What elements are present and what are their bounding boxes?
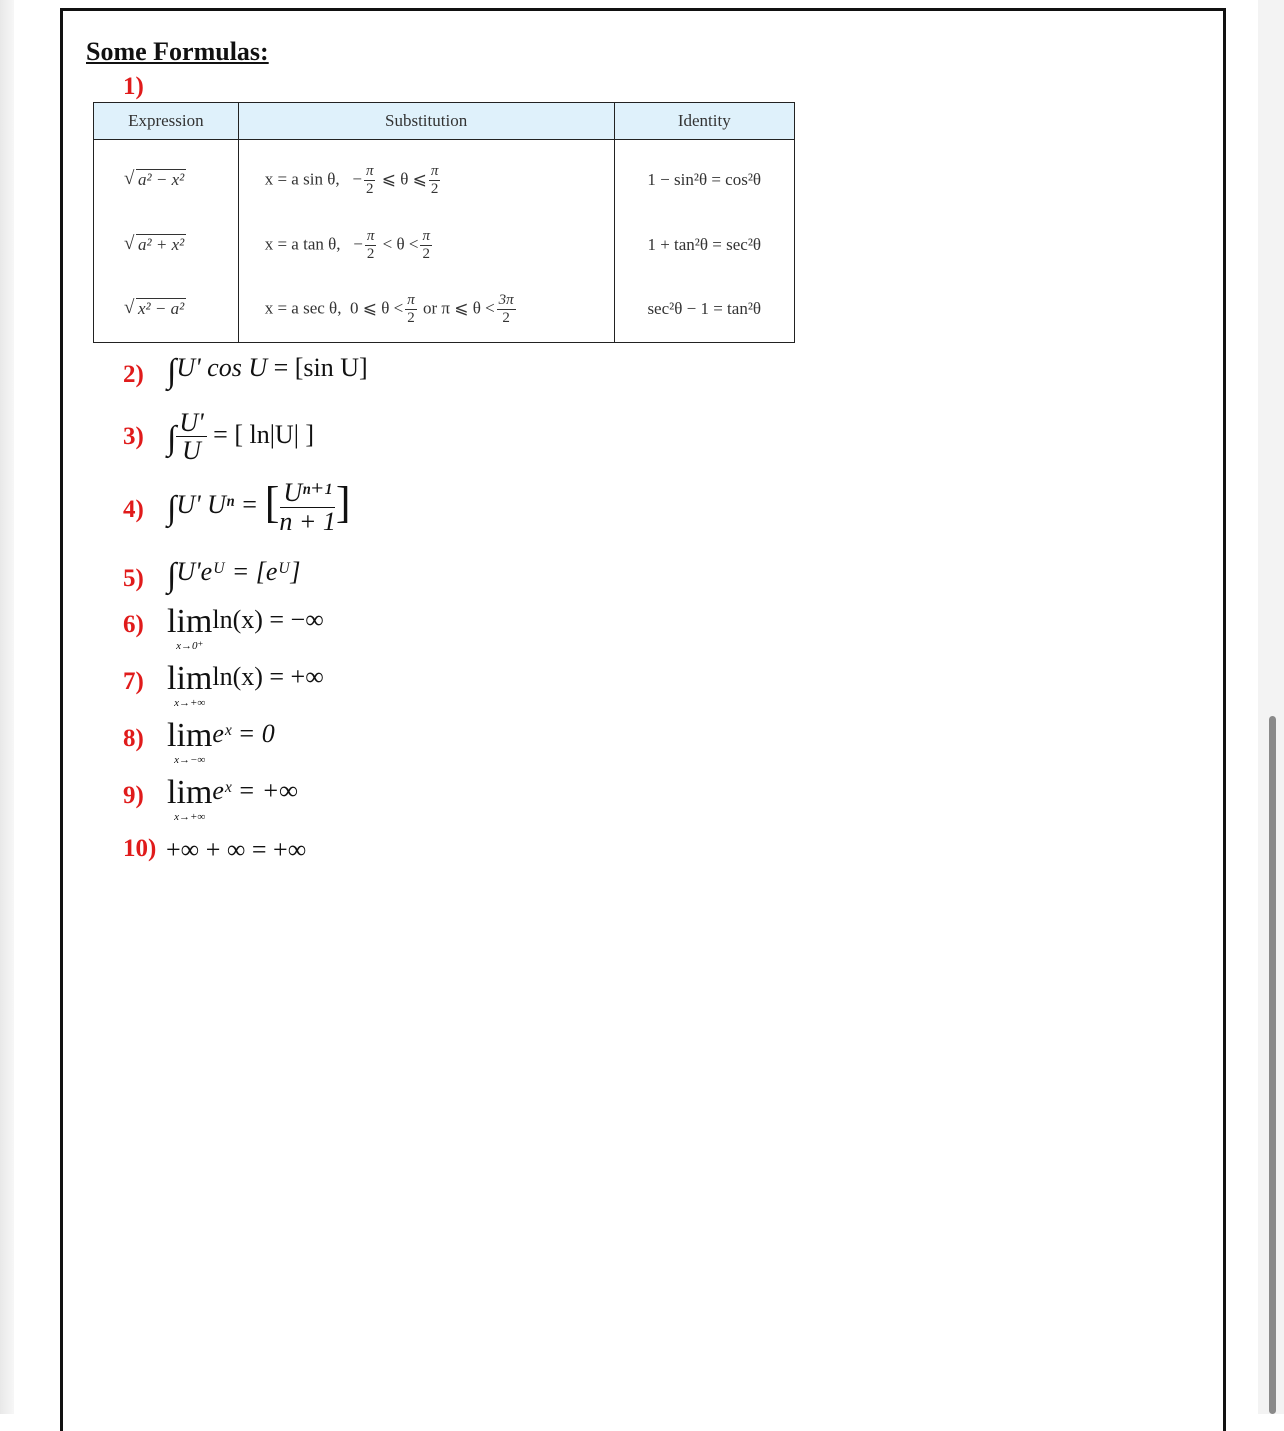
formula-label: 9) <box>123 782 144 809</box>
integral-sign: ∫ <box>167 353 177 390</box>
formula-label: 8) <box>123 725 144 752</box>
left-margin <box>0 0 14 1414</box>
substitution-text: x = a sin θ, <box>264 168 340 188</box>
expression-cell <box>94 140 239 215</box>
expression-cell <box>94 276 239 343</box>
substitution-cell <box>238 276 614 343</box>
frac-num: π <box>365 162 374 179</box>
formula-label: 6) <box>123 611 144 638</box>
formula-rhs: = [sin U] <box>273 353 368 382</box>
frac-num: π <box>430 162 439 179</box>
expression-cell <box>94 214 239 276</box>
lim-word: lim <box>167 774 213 811</box>
radicand: x² − a² <box>138 299 185 318</box>
integral-sign: ∫ <box>167 490 177 527</box>
radicand: a² − x² <box>138 170 185 189</box>
lim-word: lim <box>167 660 213 697</box>
lim-subscript: x→+∞ <box>174 697 206 709</box>
frac-den: 2 <box>422 245 430 262</box>
radicand: a² + x² <box>138 235 185 254</box>
formula-label: 2) <box>123 361 144 388</box>
formula-rhs: = [eᵁ] <box>231 557 301 586</box>
formula-expr: eˣ = +∞ <box>212 776 298 805</box>
formula-5 <box>167 557 300 595</box>
formula-expr: +∞ + ∞ = +∞ <box>166 835 307 864</box>
range-mid: < θ < <box>382 233 419 253</box>
formula-label: 4) <box>123 496 144 523</box>
lim-subscript: x→−∞ <box>174 754 206 766</box>
scrollbar-thumb[interactable] <box>1269 716 1276 1414</box>
formula-expr: ln(x) = +∞ <box>212 662 324 691</box>
header-expression: Expression <box>94 103 239 140</box>
formula-expr: ln(x) = −∞ <box>212 605 324 634</box>
bracket: [ <box>264 478 280 527</box>
substitution-cell <box>238 214 614 276</box>
formula-lhs: U'eᵁ <box>176 557 226 586</box>
frac-num: π <box>366 227 375 244</box>
formula-9 <box>167 776 298 823</box>
identity-cell: 1 − sin²θ = cos²θ <box>614 140 794 215</box>
formula-10 <box>166 835 306 865</box>
formula-3 <box>167 409 314 465</box>
frac-num: Uⁿ⁺¹ <box>280 479 334 507</box>
frac-den: 2 <box>366 245 375 262</box>
lim-subscript: x→+∞ <box>174 811 206 823</box>
table-header-row <box>94 103 795 140</box>
table-row <box>94 214 795 276</box>
range-prefix: 0 ⩽ θ < <box>349 297 404 317</box>
formula-4 <box>167 477 351 535</box>
range-prefix: − <box>353 233 363 253</box>
substitution-text: x = a sec θ, <box>264 297 342 317</box>
formula-lhs: U' cos U <box>176 353 268 382</box>
substitution-text: x = a tan θ, <box>264 233 341 253</box>
formula-label: 5) <box>123 565 144 592</box>
scrollbar-track[interactable] <box>1258 0 1284 1414</box>
identity-cell: 1 + tan²θ = sec²θ <box>614 214 794 276</box>
range-mid: ⩽ θ ⩽ <box>381 168 427 188</box>
formula-8 <box>167 719 275 766</box>
header-substitution: Substitution <box>238 103 614 140</box>
lim-subscript: x→0⁺ <box>176 640 204 652</box>
header-identity: Identity <box>614 103 794 140</box>
formula-6 <box>167 605 324 652</box>
formula-2 <box>167 353 368 391</box>
range-prefix: − <box>352 168 362 188</box>
integral-sign: ∫ <box>167 557 177 594</box>
formula-expr: eˣ = 0 <box>212 719 275 748</box>
integral-sign: ∫ <box>167 419 177 457</box>
page-title: Some Formulas: <box>86 37 269 66</box>
table-row <box>94 276 795 343</box>
frac-den: 2 <box>430 180 439 197</box>
identity-cell: sec²θ − 1 = tan²θ <box>614 276 794 343</box>
formula-7 <box>167 662 324 709</box>
frac-num: U' <box>176 409 206 437</box>
frac-den: 2 <box>365 180 374 197</box>
formula-label: 3) <box>123 423 144 450</box>
formula-label: 7) <box>123 668 144 695</box>
document-page <box>60 8 1226 1431</box>
substitution-cell <box>238 140 614 215</box>
range-mid: or π ⩽ θ < <box>422 297 495 317</box>
bracket: ] <box>335 478 351 527</box>
lim-word: lim <box>167 717 213 754</box>
frac-den: 2 <box>407 309 415 326</box>
table-row <box>94 140 795 215</box>
formula-rhs: = [ ln|U| ] <box>213 419 315 449</box>
formula-label: 10) <box>123 835 157 862</box>
frac-den: n + 1 <box>279 506 336 536</box>
lim-word: lim <box>167 603 213 640</box>
frac-num: π <box>407 291 415 308</box>
item-label-1: 1) <box>123 73 144 100</box>
formula-lhs: U' Uⁿ = <box>176 490 259 519</box>
frac-den: 2 <box>502 309 510 326</box>
trig-substitution-table <box>93 102 795 343</box>
frac-den: U <box>182 436 201 466</box>
frac-num: 3π <box>498 291 514 308</box>
frac-num: π <box>422 227 430 244</box>
